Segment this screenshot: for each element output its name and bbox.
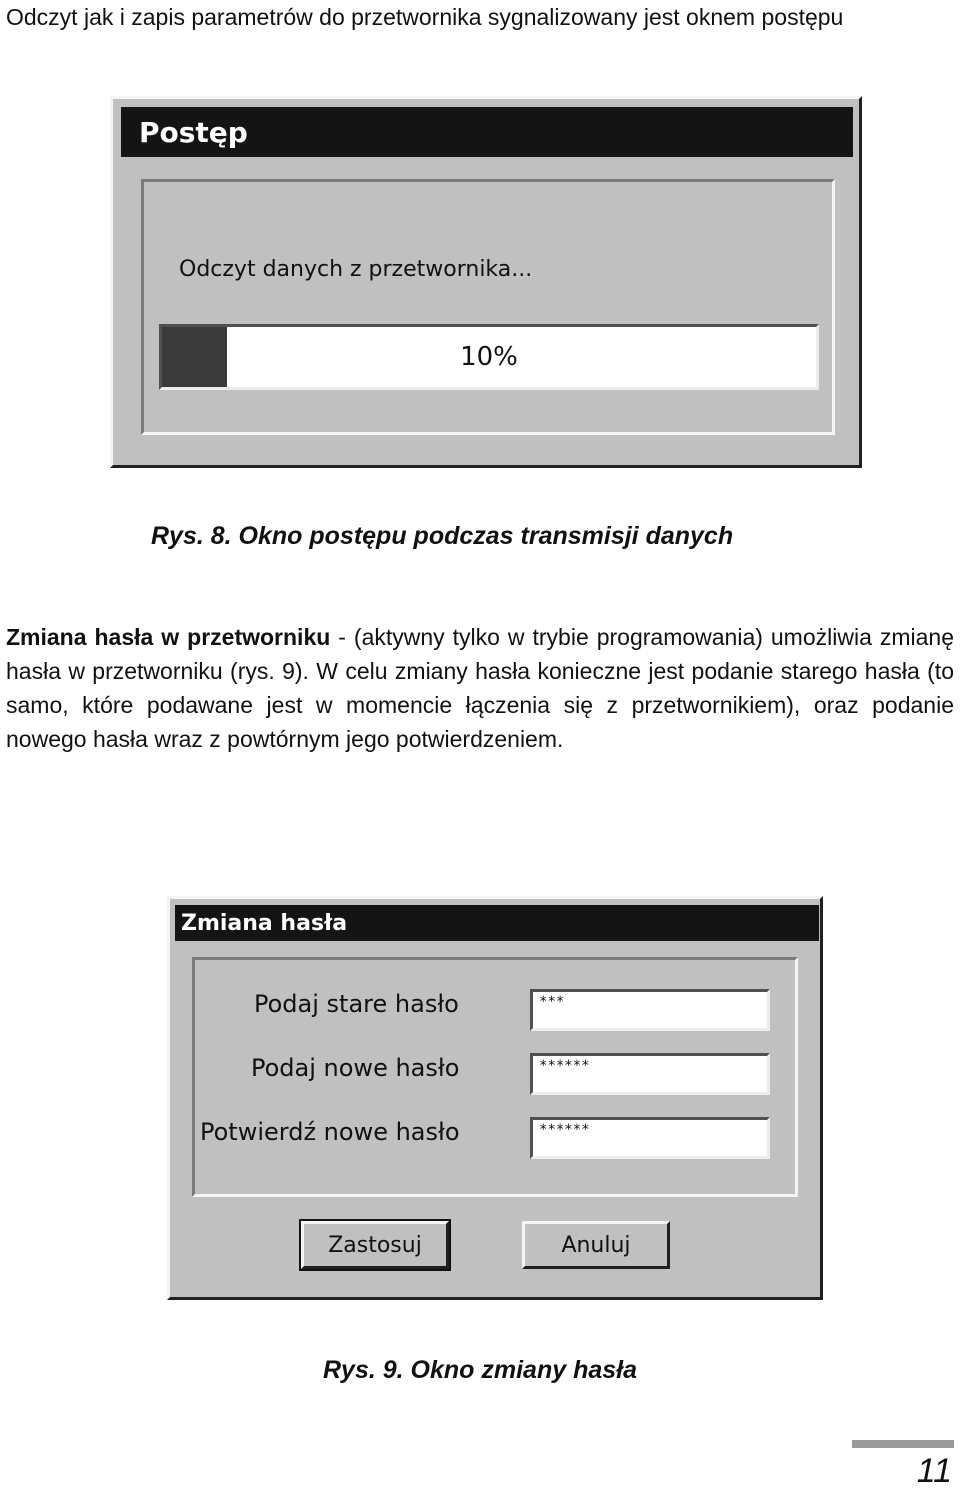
page-number: 11	[916, 1452, 952, 1490]
password-window	[167, 896, 823, 1300]
confirm-password-label: Potwierdź nowe hasło	[200, 1118, 460, 1146]
body-lead: Zmiana hasła w przetworniku	[6, 624, 331, 650]
progress-percent: 10%	[460, 342, 518, 372]
confirm-password-field[interactable]	[530, 1117, 770, 1159]
progress-window	[110, 96, 862, 468]
old-password-value: ***	[539, 994, 565, 1010]
old-password-field[interactable]	[530, 989, 770, 1031]
new-password-field[interactable]	[530, 1053, 770, 1095]
intro-paragraph: Odczyt jak i zapis parametrów do przetwornika sygnalizowany jest oknem postępu	[6, 4, 844, 30]
new-password-value: ******	[539, 1058, 590, 1074]
progress-window-title: Postęp	[121, 107, 853, 157]
progress-bar	[159, 324, 819, 390]
new-password-label: Podaj nowe hasło	[251, 1054, 460, 1082]
figure-9-caption: Rys. 9. Okno zmiany hasła	[322, 1356, 637, 1384]
figure-8-caption: Rys. 8. Okno postępu podczas transmisji danych	[151, 522, 734, 550]
body-paragraph	[6, 620, 954, 756]
progress-status-text: Odczyt danych z przetwornika...	[179, 257, 533, 282]
cancel-button[interactable]: Anuluj	[522, 1221, 670, 1269]
confirm-password-value: ******	[539, 1122, 590, 1138]
old-password-label: Podaj stare hasło	[254, 990, 459, 1018]
password-window-title: Zmiana hasła	[175, 905, 819, 941]
apply-button[interactable]: Zastosuj	[301, 1221, 449, 1269]
body-text: - (aktywny tylko w trybie programowania) umożliwia zmianę hasła w przetworniku (rys. 9). W celu zmiany hasła konieczne jest podanie starego hasła (to samo, które podawane jest w momencie łączenia się z przetwornikiem), oraz podanie nowego hasła wraz z powtórnym jego potwierdzeniem.	[6, 624, 954, 752]
page-number-rule	[852, 1440, 954, 1448]
progress-panel	[141, 179, 835, 435]
